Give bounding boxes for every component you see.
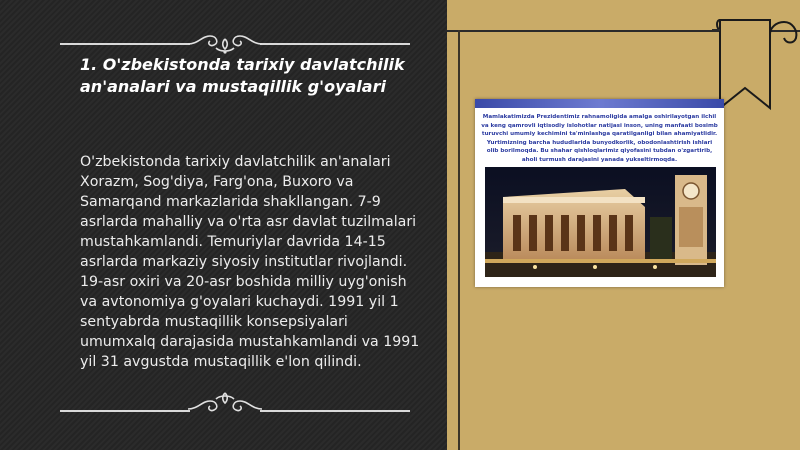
top-divider-left xyxy=(60,43,190,45)
frame-line-left xyxy=(458,30,460,450)
night-building-photo xyxy=(485,167,716,277)
bottom-divider-left xyxy=(60,410,190,412)
slide-body-text: O'zbekistonda tarixiy davlatchilik an'analari Xorazm, Sog'diya, Farg'ona, Buxoro va Samarqand markazlarida shakllangan. 7-9 asrlarda mahalliy va o'rta asr davlat tuzilmalari mustahkamlandi. Temuriylar davrida 14-15 asrlarda markaziy siyosiy institutlar rivojlandi. 19-asr oxiri va 20-asr boshida milliy uyg'onish va avtonomiya g'oyalari kuchaydi. 1991 yil 1 sentyabrda mustaqillik konsepsiyalari umumxalq darajasida mustahkamlandi va 1991 yil 31 avgustda mustaqillik e'lon qilindi. xyxy=(80,154,420,370)
bookmark-ribbon-icon xyxy=(712,0,800,112)
top-divider-right xyxy=(260,43,410,45)
scroll-flourish-icon xyxy=(186,391,264,413)
image-header-bar xyxy=(475,99,724,108)
image-caption: Mamlakatimizda Prezidentimiz rahnamoligida amalga oshirilayotgan ilchil va keng qamrovli iqtisodiy islohotlar natijasi inson, uning manfaati bosimb turuvchi umumiy kechimini ta'minlashga qaratilganligi bilan ahamiyatlidir. Yurtimizning barcha hududlarida bunyodkorlik, obodonlashtirish ishlari olib borilmoqda. Bu shahar qishloqlarimiz qiyofasini tubdan o'zgartirib, aholi turmush darajasini yanada yukseltirmoqda. xyxy=(481,114,718,163)
news-image-card xyxy=(475,99,724,287)
scroll-flourish-icon xyxy=(186,33,264,55)
bottom-divider-right xyxy=(260,410,410,412)
slide-title: 1. O'zbekistonda tarixiy davlatchilik an'analari va mustaqillik g'oyalari xyxy=(80,55,405,96)
